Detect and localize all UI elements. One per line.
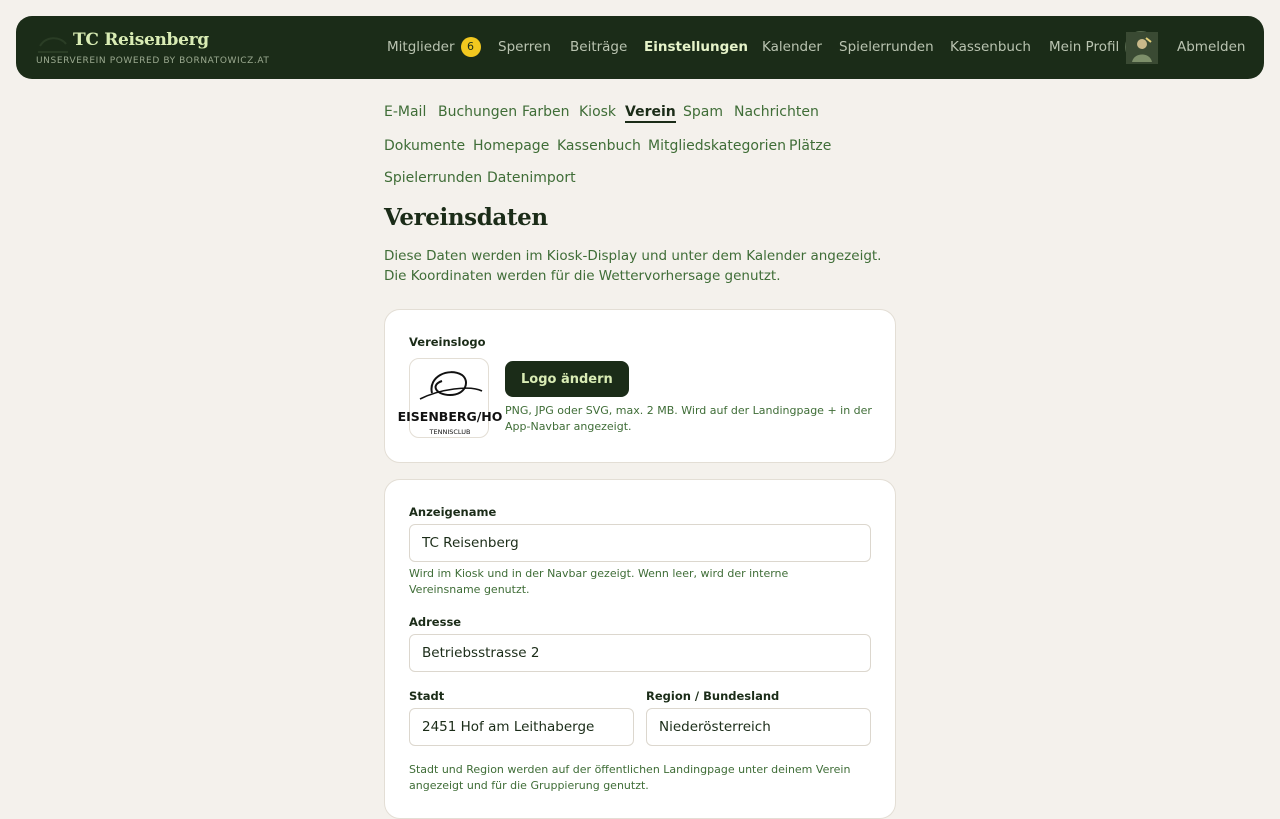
nav-item-spielerrunden[interactable]: Spielerrunden: [839, 39, 934, 55]
tab-dokumente[interactable]: Dokumente: [384, 138, 466, 154]
nav-item-beitraege[interactable]: Beiträge: [570, 39, 628, 55]
page-description: Diese Daten werden im Kiosk-Display und unter dem Kalender angezeigt. Die Koordinaten werden für die Wettervorhersage genutzt.: [384, 248, 882, 284]
tab-nachrichten[interactable]: Nachrichten: [734, 104, 819, 120]
change-logo-button[interactable]: Logo ändern: [505, 361, 629, 397]
nav-item-sperren[interactable]: Sperren: [498, 39, 551, 55]
tab-kassenbuch[interactable]: Kassenbuch: [557, 138, 641, 154]
address-label: Adresse: [409, 615, 462, 629]
logo-hint: PNG, JPG oder SVG, max. 2 MB. Wird auf der Landingpage + in der App-Navbar angezeigt.: [505, 404, 872, 433]
brand-subtitle: UNSERVEREIN POWERED BY BORNATOWICZ.AT: [36, 56, 270, 66]
display-name-label: Anzeigename: [409, 505, 497, 519]
display-name-hint: Wird im Kiosk und in der Navbar gezeigt. Wenn leer, wird der interne Vereinsname genutzt.: [409, 567, 789, 596]
display-name-input[interactable]: [409, 524, 871, 562]
brand-title: TC Reisenberg: [73, 30, 209, 50]
tab-spielerrunden[interactable]: Spielerrunden: [384, 170, 483, 186]
nav-item-einstellungen[interactable]: Einstellungen: [644, 39, 749, 55]
tab-buchungen[interactable]: Buchungen: [438, 104, 518, 120]
club-logo-image-icon: [397, 359, 503, 439]
tab-farben[interactable]: Farben: [522, 104, 570, 120]
logo-label: Vereinslogo: [409, 335, 486, 349]
members-count-badge: 6: [461, 37, 481, 57]
nav-item-mein-profil[interactable]: Mein Profil: [1049, 39, 1120, 55]
city-label: Stadt: [409, 689, 445, 703]
tab-plaetze[interactable]: Plätze: [789, 138, 832, 154]
city-region-hint: Stadt und Region werden auf der öffentlichen Landingpage unter deinem Verein angezeigt und für die Gruppierung genutzt.: [409, 763, 851, 792]
nav-item-label: Mitglieder: [387, 39, 455, 55]
nav-item-mitglieder[interactable]: [387, 37, 481, 57]
club-data-form-card: [384, 479, 896, 819]
club-logo-icon: [36, 32, 70, 56]
page-title: Vereinsdaten: [384, 204, 548, 231]
region-label: Region / Bundesland: [646, 689, 780, 703]
tab-verein[interactable]: Verein: [625, 104, 676, 123]
tab-kiosk[interactable]: Kiosk: [579, 104, 617, 120]
tab-mitgliedskategorien[interactable]: Mitgliedskategorien: [648, 138, 787, 154]
city-input[interactable]: [409, 708, 634, 746]
nav-item-kassenbuch[interactable]: Kassenbuch: [950, 39, 1031, 55]
tab-homepage[interactable]: Homepage: [473, 138, 550, 154]
top-navbar: [16, 16, 1264, 79]
club-logo: [397, 358, 503, 438]
address-input[interactable]: [409, 634, 871, 672]
logo-card: [384, 309, 896, 463]
avatar-image-icon: [1126, 32, 1158, 64]
avatar[interactable]: [1125, 31, 1157, 63]
tab-datenimport[interactable]: Datenimport: [487, 170, 576, 186]
logo-text-main: EISENBERG/HO: [397, 409, 503, 424]
logo-text-sub: TENNISCLUB: [429, 428, 471, 436]
nav-item-kalender[interactable]: Kalender: [762, 39, 822, 55]
tab-spam[interactable]: Spam: [683, 104, 723, 120]
region-input[interactable]: [646, 708, 871, 746]
tab-email[interactable]: E-Mail: [384, 104, 427, 120]
nav-item-abmelden[interactable]: Abmelden: [1177, 39, 1246, 55]
